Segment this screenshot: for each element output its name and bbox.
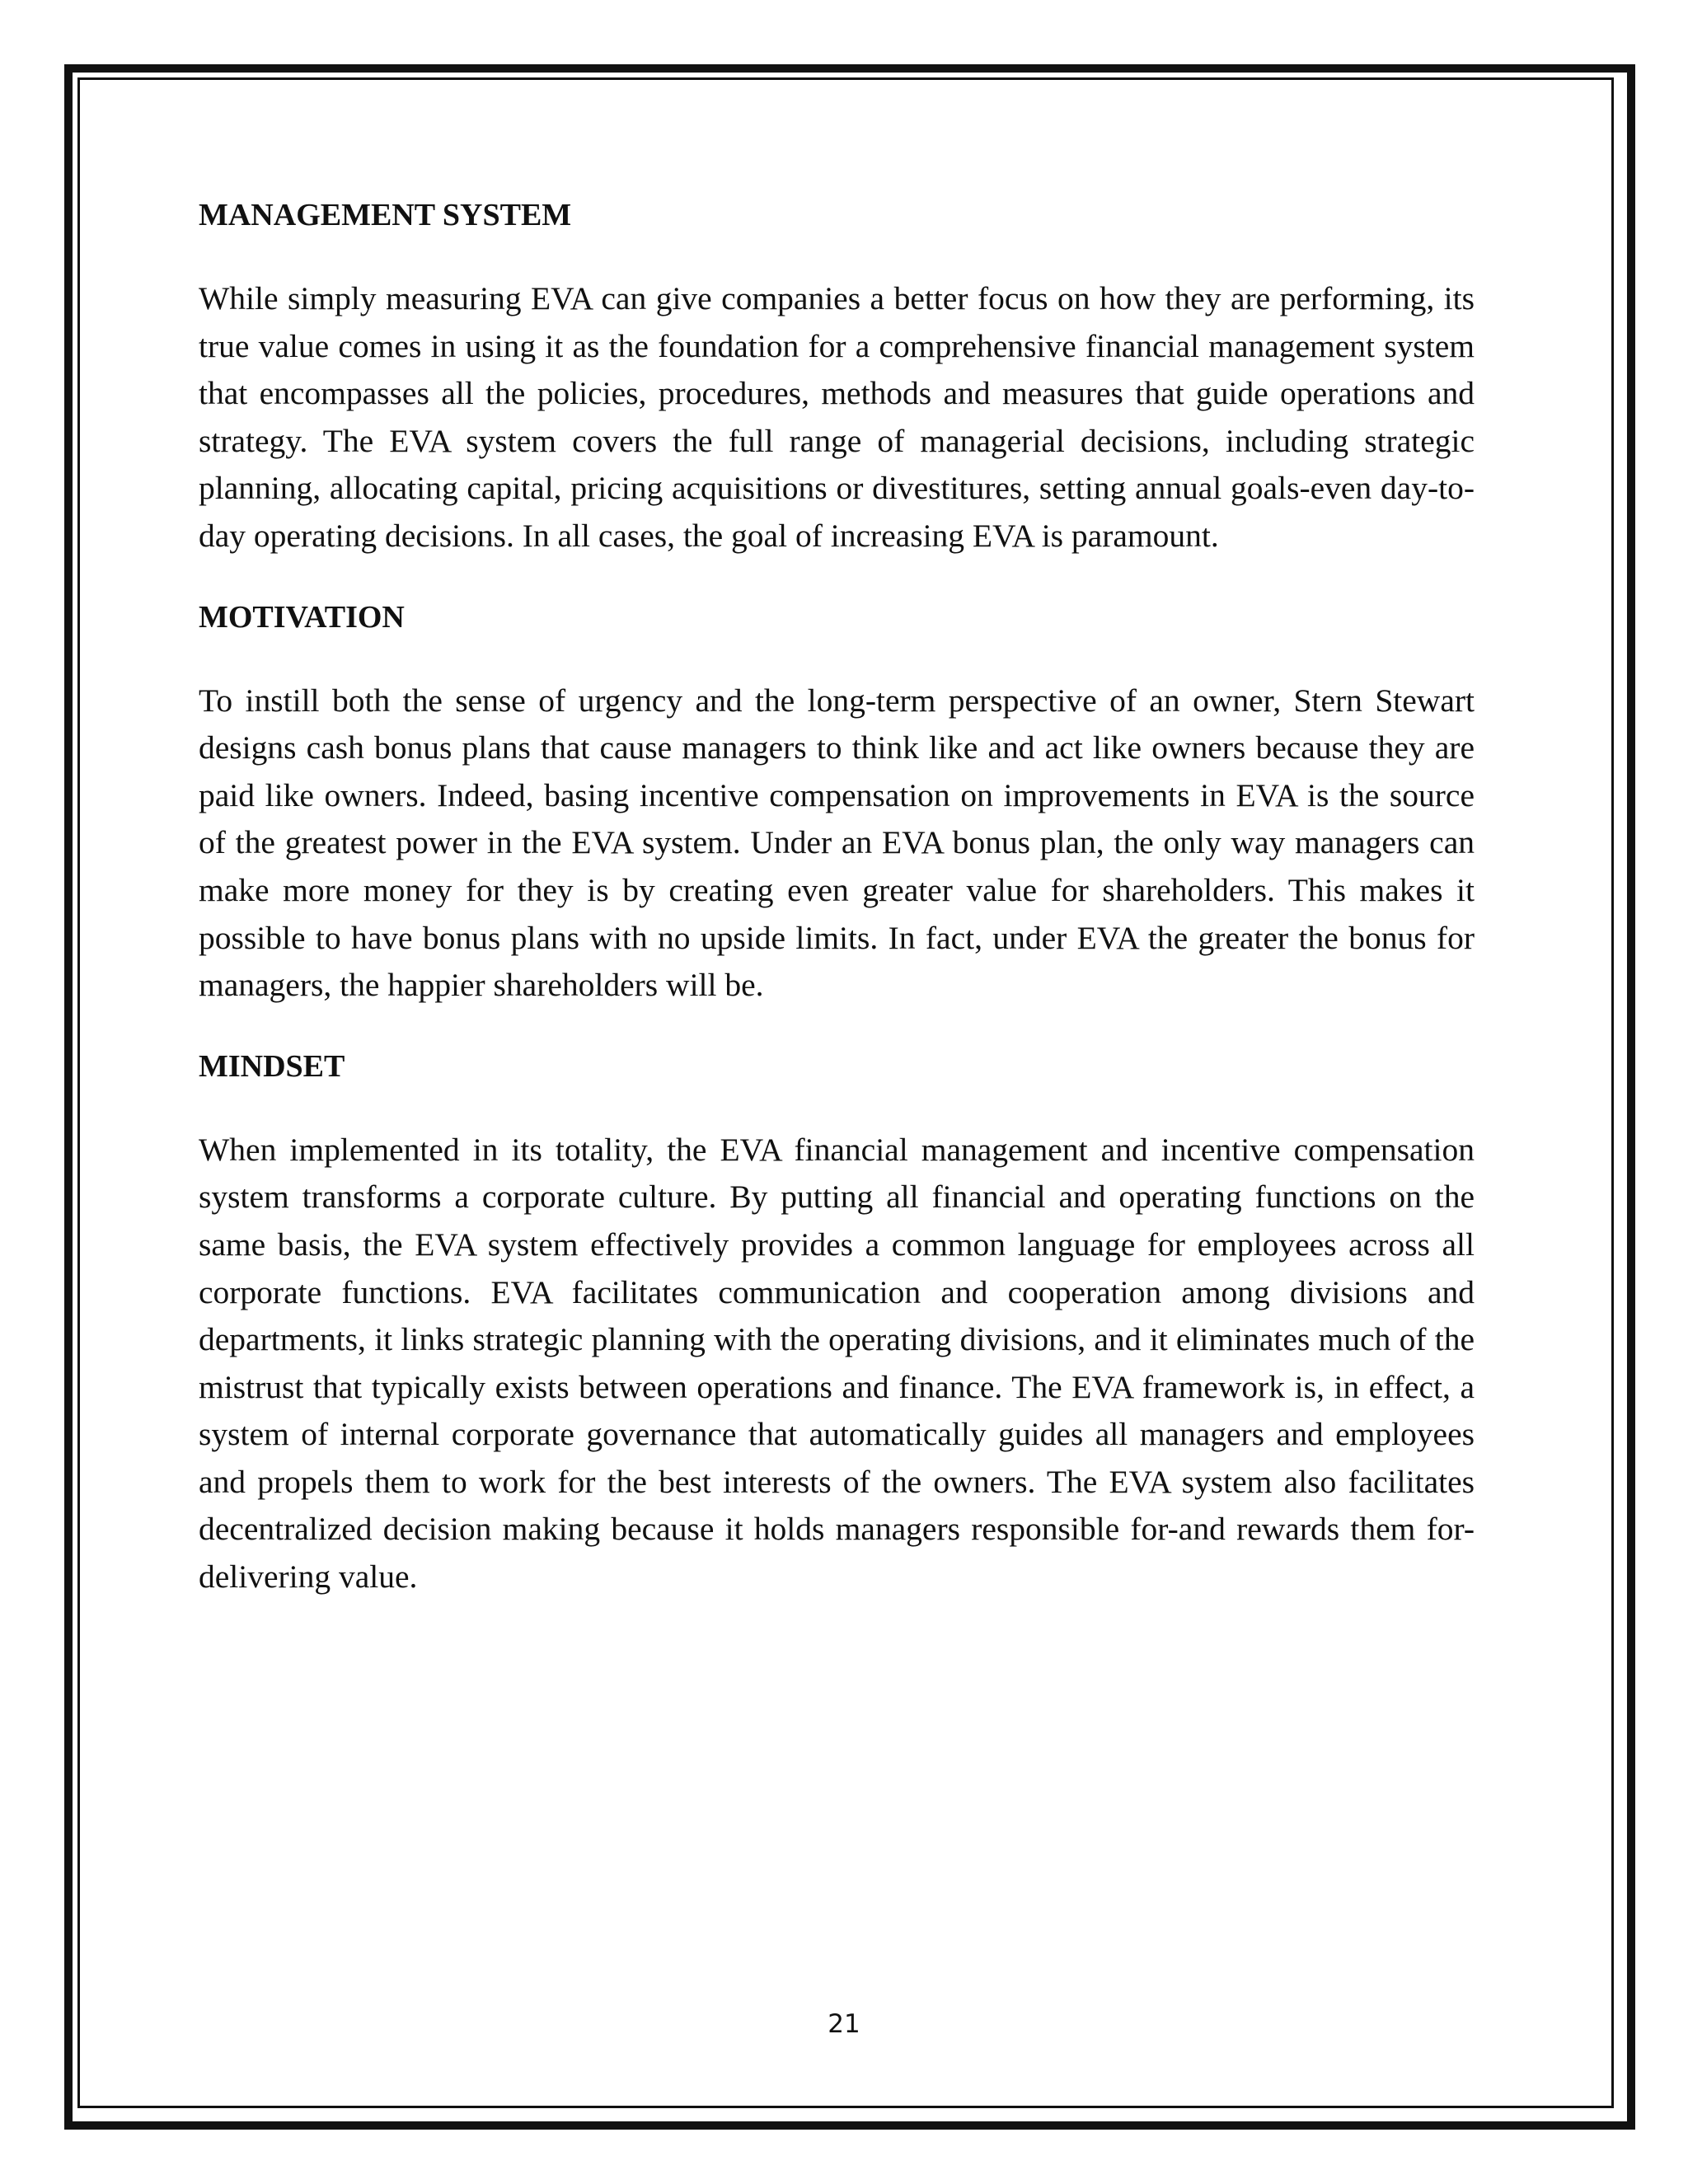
section-heading-mindset: MINDSET	[199, 1048, 345, 1084]
page-number: 21	[828, 2009, 860, 2039]
section-body-management-system: While simply measuring EVA can give companies a better focus on how they are performing, its true value comes in using it as the foundation for a comprehensive financial management system that encompasses all the policies, procedures, methods and measures that guide operations and strategy. The EVA system covers the full range of managerial decisions, including strategic planning, allocating capital, pricing acquisitions or divestitures, setting annual goals-even day-to-day operating decisions. In all cases, the goal of increasing EVA is paramount.	[199, 280, 1475, 554]
page-content	[199, 191, 1475, 1601]
section-heading-management-system: MANAGEMENT SYSTEM	[199, 198, 572, 232]
section-body-mindset: When implemented in its totality, the EVA financial management and incentive compensation system transforms a corporate culture. By putting all financial and operating functions on the same basis, the EVA system effectively provides a common language for employees across all corporate functions. EVA facilitates communication and cooperation among divisions and departments, it links strategic planning with the operating divisions, and it eliminates much of the mistrust that typically exists between operations and finance. The EVA framework is, in effect, a system of internal corporate governance that automatically guides all managers and employees and propels them to work for the best interests of the owners. The EVA system also facilitates decentralized decision making because it holds managers responsible for-and rewards them for-delivering value.	[199, 1131, 1475, 1596]
section-heading-motivation: MOTIVATION	[199, 599, 405, 635]
section-body-motivation: To instill both the sense of urgency and the long-term perspective of an owner, Stern Stewart designs cash bonus plans that cause managers to think like and act like owners because they are paid like owners. Indeed, basing incentive compensation on improvements in EVA is the source of the greatest power in the EVA system. Under an EVA bonus plan, the only way managers can make more money for they is by creating even greater value for shareholders. This makes it possible to have bonus plans with no upside limits. In fact, under EVA the greater the bonus for managers, the happier shareholders will be.	[199, 682, 1475, 1004]
